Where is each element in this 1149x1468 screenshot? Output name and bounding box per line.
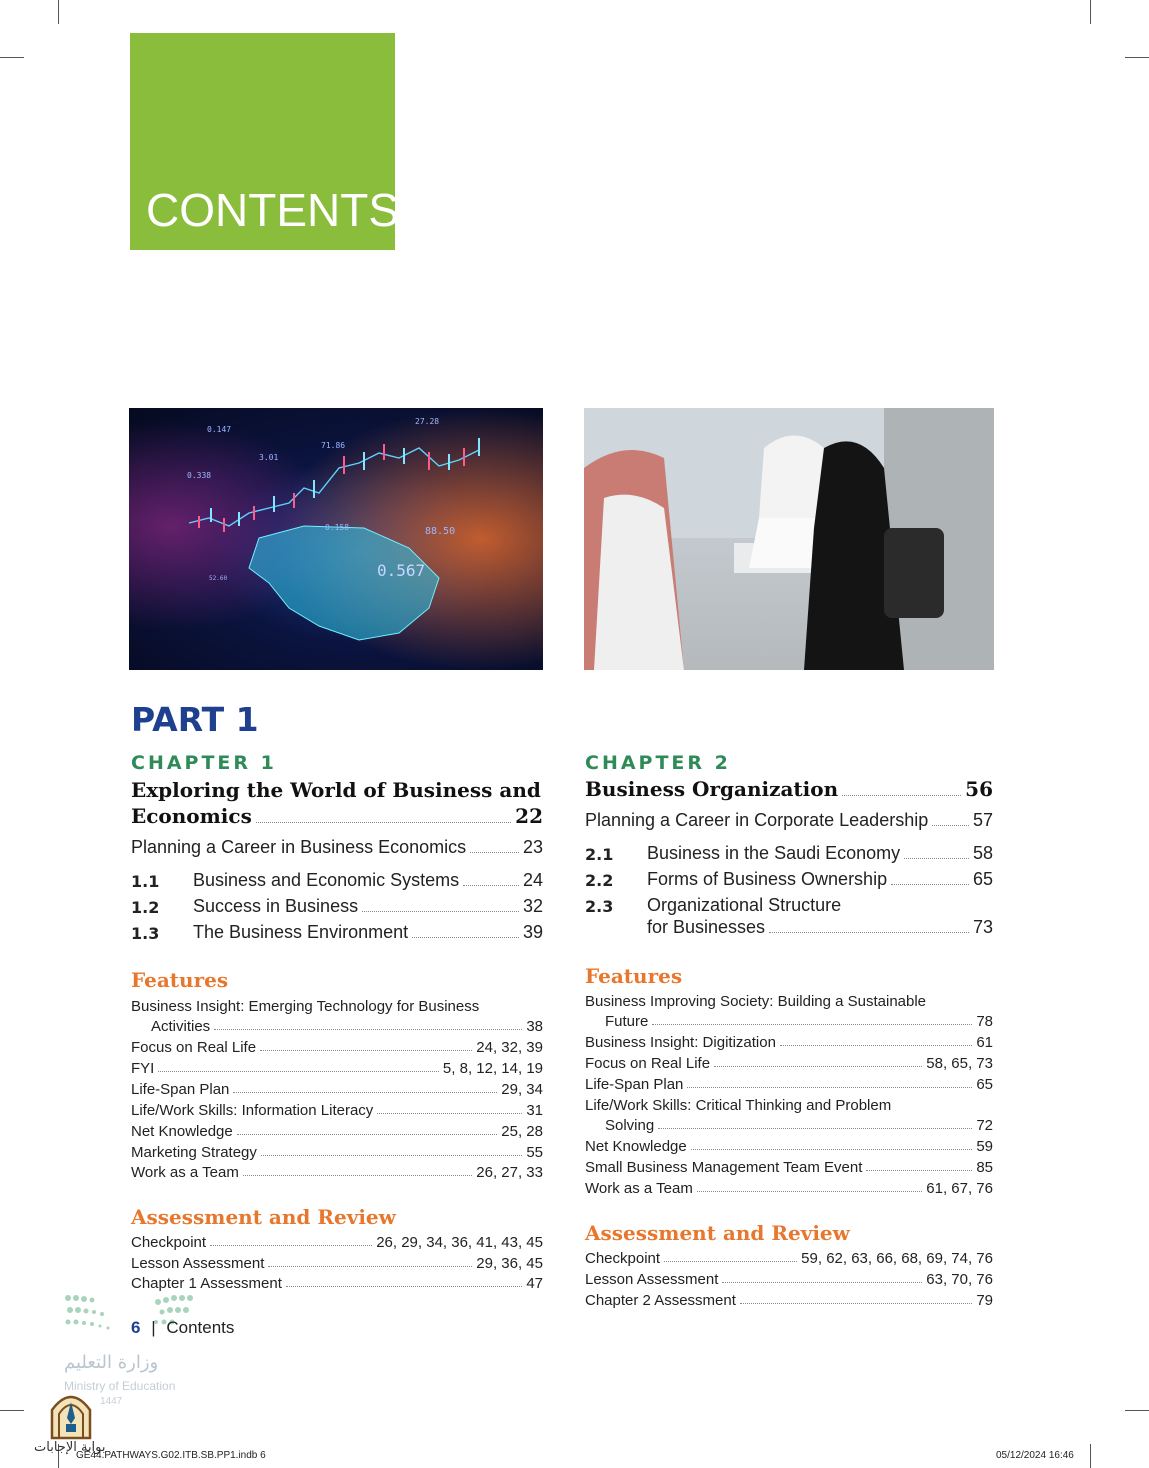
lesson-number: 2.2 [585, 871, 614, 890]
feature-label: Business Insight: Emerging Technology for Business [131, 998, 480, 1015]
lesson-label: The Business Environment [193, 922, 409, 942]
career-row[interactable] [131, 837, 543, 858]
leader-dots [362, 911, 519, 912]
leader-dots [722, 1282, 922, 1283]
leader-dots [237, 1134, 498, 1135]
lesson-number: 1.1 [131, 872, 160, 891]
folio-separator: | [151, 1318, 156, 1337]
leader-dots [214, 1029, 522, 1030]
chapter-title: Business Organization [585, 777, 839, 801]
page-number: 61 [976, 1034, 993, 1051]
leader-dots [233, 1092, 497, 1093]
features-heading: Features [585, 964, 683, 988]
page-number: 25, 28 [501, 1123, 543, 1140]
page-number: 58 [972, 843, 993, 863]
leader-dots [261, 1155, 522, 1156]
page-number: 29, 34 [501, 1081, 543, 1098]
business-meeting-photo [584, 408, 994, 670]
features-heading: Features [131, 968, 229, 992]
assessment-row[interactable] [585, 1250, 993, 1267]
crop-mark [1125, 57, 1149, 58]
print-timestamp: 05/12/2024 16:46 [996, 1450, 1074, 1461]
page-number: 5, 8, 12, 14, 19 [442, 1060, 543, 1077]
lesson-number: 2.3 [585, 897, 614, 916]
feature-label: FYI [131, 1060, 155, 1077]
feature-row[interactable] [585, 1117, 993, 1134]
page-number: 26, 27, 33 [476, 1164, 543, 1181]
crop-mark [1090, 0, 1091, 24]
page-number: 39 [522, 922, 543, 942]
feature-row[interactable] [131, 1039, 543, 1056]
lesson-row[interactable] [585, 843, 993, 864]
leader-dots [842, 795, 961, 796]
ministry-year: 1447 [100, 1396, 123, 1407]
feature-row[interactable] [585, 1055, 993, 1072]
page-number: 6 [131, 1318, 141, 1337]
page-number: 65 [972, 869, 993, 889]
page-number: 29, 36, 45 [476, 1255, 543, 1272]
page-number: 73 [972, 917, 993, 937]
feature-label: Work as a Team [131, 1164, 239, 1181]
page-number: 85 [976, 1159, 993, 1176]
finance-readout: 0.147 [207, 425, 232, 434]
page-number: 65 [976, 1076, 993, 1093]
leader-dots [691, 1149, 973, 1150]
leader-dots [412, 937, 519, 938]
feature-row[interactable] [131, 1123, 543, 1140]
leader-dots [687, 1087, 972, 1088]
feature-label: Life-Span Plan [131, 1081, 230, 1098]
folio-section: Contents [166, 1318, 235, 1337]
leader-dots [769, 932, 969, 933]
page-number: 59, 62, 63, 66, 68, 69, 74, 76 [801, 1250, 993, 1267]
lesson-label: Success in Business [193, 896, 359, 916]
page-folio [131, 1318, 234, 1338]
lesson-row[interactable] [131, 896, 543, 917]
assessment-row[interactable] [131, 1234, 543, 1251]
assessment-row[interactable] [131, 1275, 543, 1292]
leader-dots [697, 1191, 922, 1192]
leader-dots [210, 1245, 372, 1246]
lesson-row[interactable] [585, 869, 993, 890]
leader-dots [260, 1050, 472, 1051]
assessment-label: Lesson Assessment [131, 1255, 265, 1272]
leader-dots [470, 852, 519, 853]
crop-mark [1090, 1444, 1091, 1468]
finance-readout: 0.158 [325, 523, 350, 532]
feature-row[interactable] [585, 1076, 993, 1093]
lesson-row[interactable] [131, 870, 543, 891]
lesson-number: 1.2 [131, 898, 160, 917]
feature-row[interactable] [585, 1138, 993, 1155]
assessment-label: Chapter 1 Assessment [131, 1275, 282, 1292]
lesson-label: Forms of Business Ownership [647, 869, 888, 889]
feature-row[interactable] [131, 1164, 543, 1181]
feature-row[interactable] [585, 1180, 993, 1197]
leader-dots [652, 1024, 972, 1025]
leader-dots [158, 1071, 439, 1072]
page-number: 79 [976, 1292, 993, 1309]
feature-row[interactable] [131, 1018, 543, 1035]
feature-row[interactable] [585, 1013, 993, 1030]
assessment-heading: Assessment and Review [585, 1221, 850, 1245]
feature-label: Business Improving Society: Building a Sustainable [585, 993, 927, 1010]
leader-dots [268, 1266, 472, 1267]
leader-dots [891, 884, 969, 885]
feature-label: Focus on Real Life [585, 1055, 711, 1072]
feature-row[interactable] [585, 1159, 993, 1176]
lesson-row-cont[interactable] [585, 917, 993, 938]
chapter-title-cont: Economics [131, 804, 252, 828]
feature-row[interactable] [131, 1102, 543, 1119]
leader-dots [904, 858, 969, 859]
answers-gateway-logo-icon [48, 1388, 94, 1440]
page-number: 24, 32, 39 [476, 1039, 543, 1056]
page-number: 78 [976, 1013, 993, 1030]
leader-dots [286, 1286, 522, 1287]
leader-dots [664, 1261, 797, 1262]
lesson-row[interactable] [585, 895, 993, 916]
leader-dots [780, 1045, 972, 1046]
page-number: 61, 67, 76 [926, 1180, 993, 1197]
crop-mark [0, 1410, 24, 1411]
crop-mark [1125, 1410, 1149, 1411]
lesson-label-cont: for Businesses [647, 917, 766, 937]
finance-readout: 88.50 [425, 526, 456, 537]
chapter-label: CHAPTER 1 [131, 752, 277, 774]
assessment-row[interactable] [131, 1255, 543, 1272]
assessment-row[interactable] [585, 1271, 993, 1288]
leader-dots [256, 822, 511, 823]
feature-label-cont: Solving [605, 1117, 655, 1134]
lesson-label: Business in the Saudi Economy [647, 843, 901, 863]
finance-readout: 3.01 [259, 453, 279, 462]
page-number: 47 [526, 1275, 543, 1292]
feature-label-cont: Future [605, 1013, 649, 1030]
feature-label: Life-Span Plan [585, 1076, 684, 1093]
page-number: 31 [526, 1102, 543, 1119]
lesson-number: 1.3 [131, 924, 160, 943]
feature-label: Marketing Strategy [131, 1144, 257, 1161]
leader-dots [658, 1128, 972, 1129]
assessment-label: Checkpoint [131, 1234, 207, 1251]
feature-label: Business Insight: Digitization [585, 1034, 776, 1051]
feature-label-cont: Activities [151, 1018, 211, 1035]
page-number: 55 [526, 1144, 543, 1161]
crop-mark [58, 0, 59, 24]
page-number: 38 [526, 1018, 543, 1035]
chapter-title-row[interactable] [131, 804, 543, 828]
feature-row[interactable] [585, 1034, 993, 1051]
feature-label: Net Knowledge [131, 1123, 233, 1140]
lesson-number: 2.1 [585, 845, 614, 864]
assessment-heading: Assessment and Review [131, 1205, 396, 1229]
feature-label: Net Knowledge [585, 1138, 687, 1155]
finance-chart-photo [129, 408, 543, 670]
feature-label: Work as a Team [585, 1180, 693, 1197]
finance-readout: 0.338 [187, 471, 212, 480]
feature-row[interactable] [131, 1081, 543, 1098]
page-number: 57 [972, 810, 993, 830]
page-number: 26, 29, 34, 36, 41, 43, 45 [376, 1234, 543, 1251]
ministry-name-arabic: وزارة التعليم [64, 1352, 159, 1373]
lesson-label: Business and Economic Systems [193, 870, 460, 890]
page-number: 63, 70, 76 [926, 1271, 993, 1288]
chapter-label: CHAPTER 2 [585, 752, 731, 774]
assessment-row[interactable] [585, 1292, 993, 1309]
meeting-illustration [584, 408, 994, 670]
chapter-title: Exploring the World of Business and [131, 778, 541, 802]
leader-dots [377, 1113, 522, 1114]
feature-label: Focus on Real Life [131, 1039, 257, 1056]
career-row[interactable] [585, 810, 993, 831]
leader-dots [463, 885, 519, 886]
file-slug: GE44.PATHWAYS.G02.ITB.SB.PP1.indb 6 [76, 1450, 266, 1461]
answers-gateway-text: بوابة الإجابات [34, 1440, 106, 1455]
feature-row[interactable] [131, 1060, 543, 1077]
page-number: 56 [965, 777, 993, 801]
ministry-name-english: Ministry of Education [64, 1379, 176, 1393]
leader-dots [740, 1303, 972, 1304]
lesson-label: Organizational Structure [647, 895, 842, 915]
assessment-label: Chapter 2 Assessment [585, 1292, 736, 1309]
page-number: 22 [515, 804, 543, 828]
finance-readout: 0.567 [377, 561, 426, 580]
feature-label: Small Business Management Team Event [585, 1159, 863, 1176]
finance-readout: 71.86 [321, 441, 346, 450]
finance-readout: 27.28 [415, 417, 440, 426]
assessment-label: Checkpoint [585, 1250, 661, 1267]
leader-dots [243, 1175, 472, 1176]
leader-dots [932, 825, 969, 826]
page-number: 23 [522, 837, 543, 857]
feature-row[interactable] [131, 1144, 543, 1161]
page-number: 72 [976, 1117, 993, 1134]
page-number: 32 [522, 896, 543, 916]
lesson-row[interactable] [131, 922, 543, 943]
page-title: CONTENTS [146, 184, 399, 236]
career-label: Planning a Career in Business Economics [131, 837, 467, 857]
page-number: 24 [522, 870, 543, 890]
page-number: 59 [976, 1138, 993, 1155]
page-number: 58, 65, 73 [926, 1055, 993, 1072]
finance-readout: 52.60 [209, 575, 228, 582]
finance-illustration [129, 408, 543, 670]
feature-label: Life/Work Skills: Critical Thinking and Problem [585, 1097, 892, 1114]
career-label: Planning a Career in Corporate Leadership [585, 810, 929, 830]
leader-dots [866, 1170, 972, 1171]
assessment-label: Lesson Assessment [585, 1271, 719, 1288]
leader-dots [714, 1066, 922, 1067]
feature-label: Life/Work Skills: Information Literacy [131, 1102, 374, 1119]
contents-header-box [130, 33, 399, 250]
chapter-title-row[interactable] [585, 777, 993, 801]
part-title: PART 1 [131, 700, 259, 739]
crop-mark [0, 57, 24, 58]
